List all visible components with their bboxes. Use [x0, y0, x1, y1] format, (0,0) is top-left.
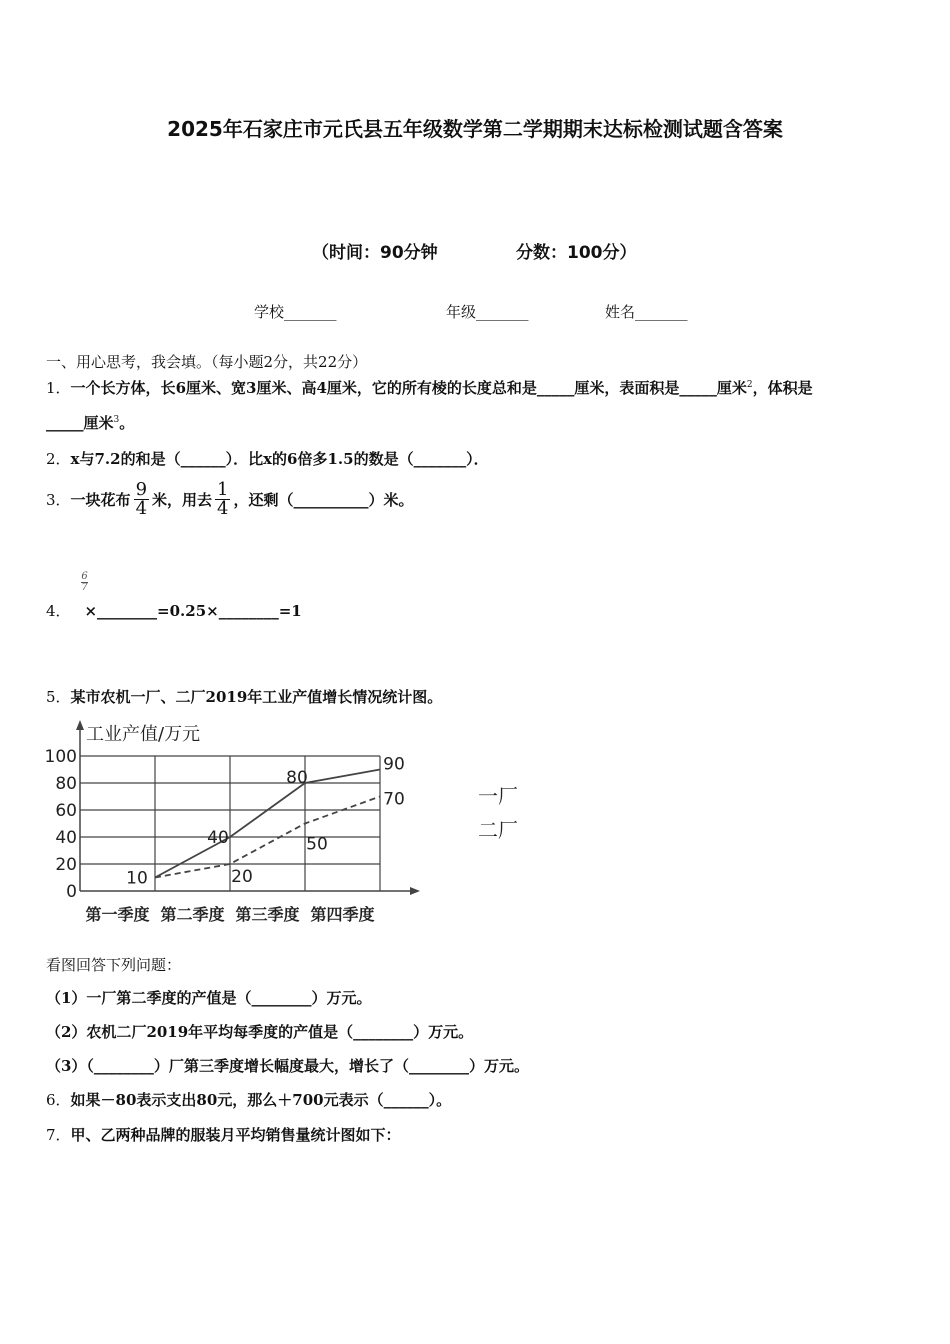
data-label: 80	[286, 768, 308, 788]
q5-sub-3: （3）（________）厂第三季度增长幅度最大，增长了（________）万元。	[46, 1057, 529, 1075]
page-title: 2025年石家庄市元氏县五年级数学第二学期期末达标检测试题含答案	[167, 117, 783, 141]
x-tick-label: 第一季度	[85, 905, 150, 924]
y-tick-label: 40	[55, 828, 77, 848]
q1-text-g: 厘米，它的所有棱的长度总和是_____厘米，表面积是_____厘米	[326, 379, 747, 397]
data-label: 40	[207, 828, 229, 848]
question-2	[46, 448, 489, 469]
y-axis-arrow	[76, 720, 84, 730]
data-label: 70	[383, 789, 405, 810]
chart-grid	[80, 756, 380, 891]
q5-sub-1: （1）一厂第二季度的产值是（________）万元。	[46, 989, 372, 1007]
question-number: 2．	[46, 450, 71, 468]
grade-field: 年级_______	[446, 303, 529, 321]
q1-text-a: 一个长方体，长	[70, 379, 176, 397]
q1-text-c: 厘米、宽	[186, 379, 247, 397]
name-field: 姓名_______	[605, 303, 688, 321]
y-tick-label: 80	[55, 774, 77, 794]
fraction-9-4	[134, 481, 149, 518]
q1-line2-text: _____厘米	[46, 414, 114, 432]
question-1-line1	[46, 377, 813, 398]
q6-text: 如果－80表示支出80元，那么＋700元表示（______）。	[70, 1091, 452, 1109]
q1-width: 3	[246, 379, 257, 397]
school-field: 学校_______	[254, 303, 337, 321]
question-7	[46, 1124, 401, 1145]
q1-text-e: 厘米、高	[256, 379, 317, 397]
q3-text-a: 一块花布	[70, 491, 131, 509]
exam-score: 分数：100分）	[516, 243, 637, 263]
q1-length: 6	[175, 379, 186, 397]
fraction-6-7	[81, 572, 87, 593]
q1-line2-end: 。	[119, 414, 135, 432]
legend-label: 二厂	[478, 818, 518, 842]
q5-sub-2: （2）农机二厂2019年平均每季度的产值是（________）万元。	[46, 1023, 474, 1041]
y-tick-label: 20	[55, 855, 77, 875]
question-number: 5．	[46, 688, 71, 706]
chart-labels	[45, 724, 518, 924]
q5-text: 某市农机一厂、二厂2019年工业产值增长情况统计图。	[70, 688, 443, 706]
q4-text: ×________=0.25×________=1	[84, 602, 302, 620]
section-heading: 一、用心思考，我会填。（每小题2分，共22分）	[46, 353, 368, 371]
x-axis-arrow	[410, 887, 420, 895]
fraction-denominator: 7	[81, 582, 88, 593]
question-number: 6．	[46, 1091, 71, 1109]
question-number: 4．	[46, 602, 71, 620]
chart-series	[155, 770, 380, 878]
question-3	[46, 481, 414, 518]
y-axis-title: 工业产值/万元	[86, 724, 201, 745]
x-tick-label: 第二季度	[160, 905, 225, 924]
data-label: 90	[383, 754, 405, 775]
question-4	[46, 571, 304, 620]
fraction-numerator: 9	[135, 479, 148, 500]
data-label: 20	[231, 867, 253, 887]
y-tick-label: 100	[44, 747, 77, 767]
q2-text: x与7.2的和是（______）．比x的6倍多1.5的数是（_______）．	[70, 450, 489, 468]
question-number: 3．	[46, 491, 71, 509]
line-chart	[40, 716, 540, 928]
x-tick-label: 第三季度	[235, 905, 300, 924]
question-6	[46, 1089, 451, 1110]
q1-sup3: 3	[113, 415, 120, 425]
question-5	[46, 686, 442, 707]
x-tick-label: 第四季度	[310, 905, 375, 924]
question-1-line2	[46, 412, 134, 433]
y-tick-label: 0	[66, 882, 77, 902]
data-label: 10	[126, 868, 148, 889]
legend-label: 一厂	[478, 784, 518, 808]
q1-text-h: ，体积是	[752, 379, 813, 397]
fraction-denominator: 4	[135, 498, 148, 519]
q3-text-b: 米，用去	[152, 491, 213, 509]
series-line-一厂	[155, 770, 380, 878]
q1-height: 4	[316, 379, 327, 397]
fraction-numerator: 1	[217, 479, 229, 500]
q3-text-c: ，还剩（__________）米。	[233, 491, 414, 509]
question-number: 7．	[46, 1126, 71, 1144]
q1-sup2: 2	[746, 380, 753, 390]
q5-intro: 看图回答下列问题：	[46, 956, 182, 974]
y-tick-label: 60	[55, 801, 77, 821]
fraction-1-4	[215, 481, 230, 518]
q7-text: 甲、乙两种品牌的服装月平均销售量统计图如下：	[70, 1126, 401, 1144]
question-number: 1．	[46, 379, 71, 397]
fraction-numerator: 6	[81, 571, 88, 582]
data-label: 50	[306, 834, 328, 855]
fraction-denominator: 4	[217, 498, 229, 519]
exam-time: （时间：90分钟	[312, 243, 438, 263]
